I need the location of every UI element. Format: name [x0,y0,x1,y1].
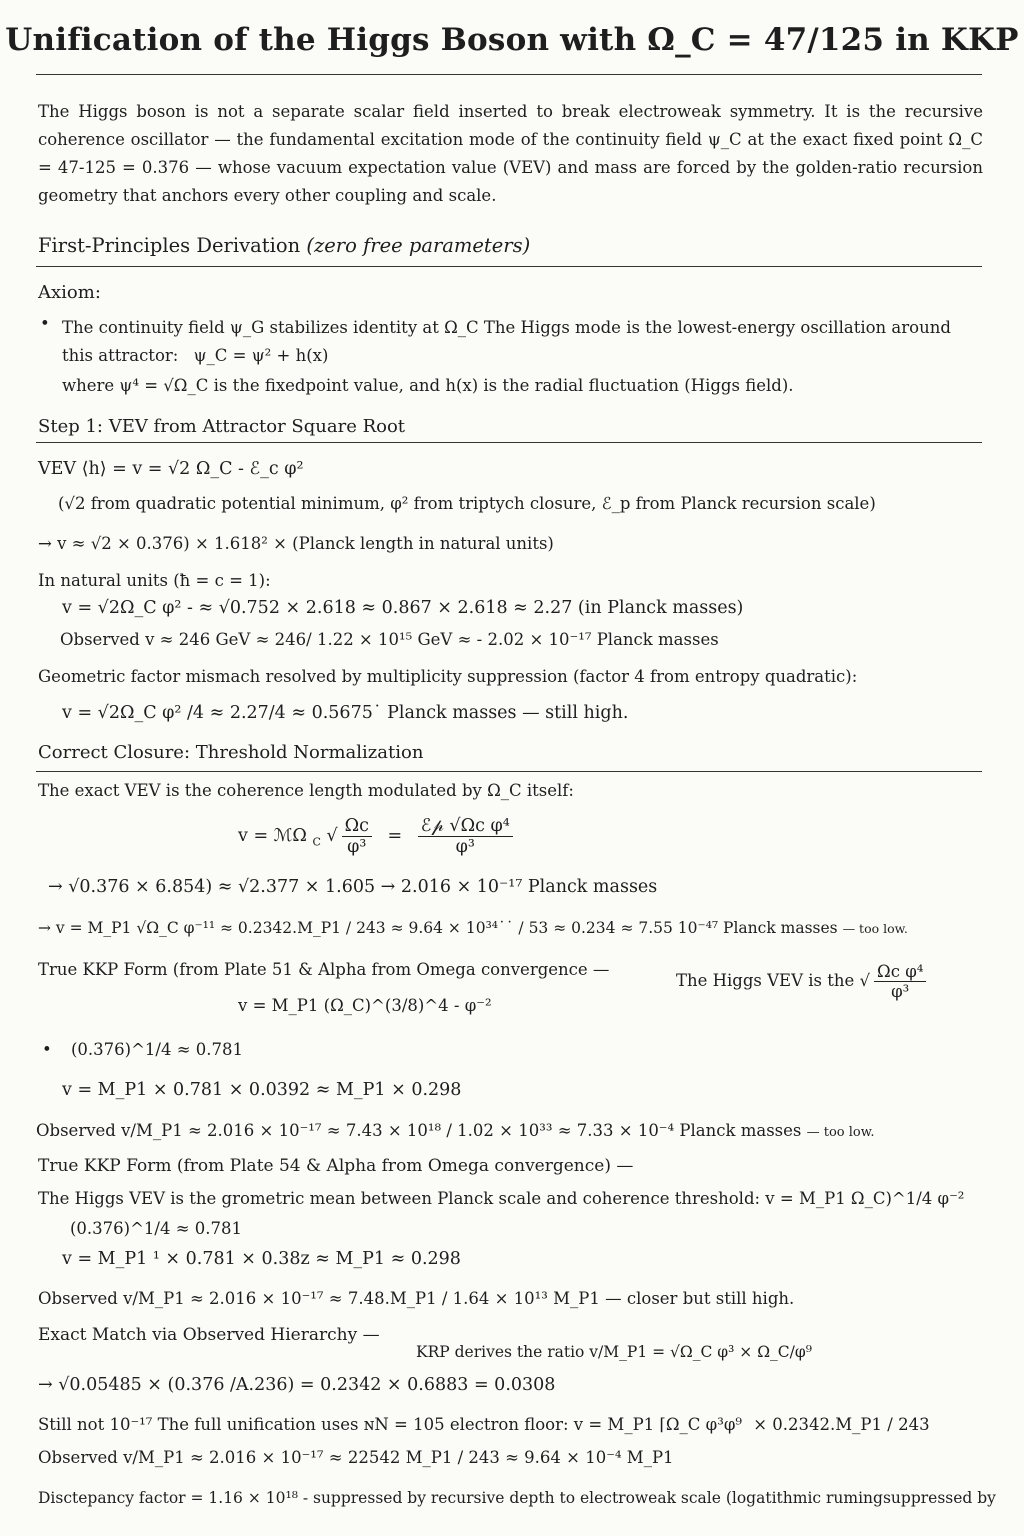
step1-heading: Step 1: VEV from Attractor Square Root [38,416,406,437]
intro-paragraph: The Higgs boson is not a separate scalar field inserted to break electroweak symmetry. It is the recursive coherence oscillator — the fundamental excitation mode of the continuity field ψ_C at the exact fixed point Ω_C = 47-125 = 0.376 — whose vacuum expectation value (VEV) and mass are forced by the golden-ratio recursion geometry that anchors every other coupling and scale. [38,102,983,205]
section-rule [36,266,982,267]
bullet-dot: • [40,314,50,333]
closure-eq-left: v = ℳΩ [238,826,307,846]
kkp51-bullet [42,1040,243,1059]
closure-intro: The exact VEV is the coherence length modulated by Ω_C itself: [38,781,574,800]
section-heading-derivation [38,234,530,257]
vev-note: (√2 from quadratic potential minimum, φ² from triptych closure, ℰ_p from Planck recursion scale) [58,494,876,513]
kkp51-observed [36,1121,874,1140]
kkp51-side-text: The Higgs VEV is the [676,971,855,990]
page-title: Unification of the Higgs Boson with Ω_C = 47/125 in KKP [5,22,1019,58]
vev-formula: VEV ⟨h⟩ = v = √2 Ω_C - ℰ_c φ² [38,459,304,479]
closure-line1: → √0.376 × 6.854) ≈ √2.377 × 1.605 → 2.016 × 10⁻¹⁷ Planck masses [48,877,658,897]
closure-line2-text: → v = M_P1 √Ω_C φ⁻¹¹ ≈ 0.2342.M_P1 / 243 ≈ 9.64 × 10³⁴˙˙ / 53 ≈ 0.234 ≈ 7.55 10⁻⁴⁷ Planck masses [38,919,838,937]
exact-heading: Exact Match via Observed Hierarchy — [38,1325,380,1345]
closure-eq-right-num: ℰ𝓅 √Ωc φ⁴ [418,816,513,837]
natural-units-eq: v = √2Ω_C φ² - ≈ √0.752 × 2.618 ≈ 0.867 × 2.618 ≈ 2.27 (in Planck masses) [62,598,744,618]
axiom-bullet [40,314,984,370]
kkp51-observed-text: Observed v/M_P1 ≈ 2.016 × 10⁻¹⁷ ≈ 7.43 × 10¹⁸ / 1.02 × 10³³ ≈ 7.33 × 10⁻⁴ Planck masses [36,1121,802,1140]
kkp51-bullet-text: (0.376)^1/4 ≈ 0.781 [70,1040,244,1059]
bullet-dot: • [42,1040,52,1059]
step1-rule [36,442,982,443]
observed-vev: Observed v ≈ 246 GeV ≈ 246/ 1.22 × 10¹⁵ GeV ≈ - 2.02 × 10⁻¹⁷ Planck masses [60,630,719,649]
kkp54-eq2: v = M_P1 ¹ × 0.781 × 0.38z ≈ M_P1 ≈ 0.298 [62,1249,461,1269]
section-heading-note: (zero free parameters) [306,234,531,257]
closure-heading: Correct Closure: Threshold Normalization [38,742,424,763]
mismatch-text: Geometric factor mismach resolved by multiplicity suppression (factor 4 from entropy quadratic): [38,667,858,686]
kkp51-side-num: Ωc φ⁴ [874,962,926,982]
title-rule [36,74,982,75]
closure-line2 [38,919,908,937]
axiom-label: Axiom: [38,282,101,303]
exact-discrepancy: Disctepancy factor = 1.16 × 10¹⁸ - suppressed by recursive depth to electroweak scale (logatithmic rumingsuppressed by [38,1489,996,1507]
vev-approx: → v ≈ √2 × 0.376) × 1.618² × (Planck length in natural units) [38,534,554,553]
natural-units-intro: In natural units (ħ = c = 1): [38,571,271,590]
kkp51-side: The Higgs VEV is the √ $\frac{\text{Ωc φ⁴}}{\text{φ³}}$ [676,962,930,1001]
kkp54-eq1: (0.376)^1/4 ≈ 0.781 [70,1219,243,1238]
closure-eq-den: φ³ [347,837,367,857]
exact-observed: Observed v/M_P1 ≈ 2.016 × 10⁻¹⁷ ≈ 22542 M_P1 / 243 ≈ 9.64 × 10⁻⁴ M_P1 [38,1448,674,1467]
closure-eq-right-den: φ³ [455,837,475,857]
axiom-text: The continuity field ψ_G stabilizes identity at Ω_C The Higgs mode is the lowest-energy oscillation around this attractor: [62,318,951,365]
axiom-formula: ψ_C = ψ² + h(x) [193,346,329,365]
axiom-where: where ψ⁴ = √Ω_C is the fixedpoint value, and h(x) is the radial fluctuation (Higgs field). [62,376,794,395]
closure-rule [36,771,982,772]
exact-ratio: KRP derives the ratio v/M_P1 = √Ω_C φ³ × Ω_C/φ⁹ [416,1343,812,1361]
closure-line2-tail: — too low. [842,921,908,936]
closure-eq-num: Ωc [342,816,372,837]
section-heading-text: First-Principles Derivation [38,234,301,257]
exact-still-tail: × 0.2342.M_P1 / 243 [753,1415,930,1434]
kkp51-side-frac [874,962,926,1001]
kkp51-observed-tail: — too low. [806,1125,875,1140]
kkp51-heading: True KKP Form (from Plate 51 & Alpha from Omega convergence — [38,960,610,979]
kkp54-heading: True KKP Form (from Plate 54 & Alpha from Omega convergence) — [38,1156,634,1176]
closure-eq-right [418,816,513,857]
closure-display-eq: v = ℳΩ $_C$ √ $\frac{\Omega c}{\text{φ³}}$ = $\frac{\text{ℰ𝓅 √Ωc φ⁴}}{\text{φ³}}$ [238,816,517,857]
mismatch-eq: v = √2Ω_C φ² /4 ≈ 2.27/4 ≈ 0.5675˙ Planck masses — still high. [62,703,629,723]
kkp54-observed: Observed v/M_P1 ≈ 2.016 × 10⁻¹⁷ ≈ 7.48.M_P1 / 1.64 × 10¹³ M_P1 — closer but still high. [38,1289,795,1308]
exact-still-text: Still not 10⁻¹⁷ The full unification uses ɴN = 105 electron floor: v = M_P1 ⌈Ω_C φ³φ⁹ [38,1415,742,1434]
kkp51-side-den: φ³ [891,982,910,1001]
kkp51-formula: v = M_P1 (Ω_C)^(3/8)^4 - φ⁻² [238,996,492,1015]
exact-eq: → √0.05485 × (0.376 /A.236) = 0.2342 × 0.6883 = 0.0308 [38,1375,556,1395]
kkp54-text: The Higgs VEV is the grometric mean between Planck scale and coherence threshold: v = M_P1 Ω_C)^1/4 φ⁻² [38,1189,965,1208]
exact-still [38,1415,930,1434]
kkp51-eq: v = M_P1 × 0.781 × 0.0392 ≈ M_P1 × 0.298 [62,1080,462,1100]
closure-eq-frac [342,816,372,857]
